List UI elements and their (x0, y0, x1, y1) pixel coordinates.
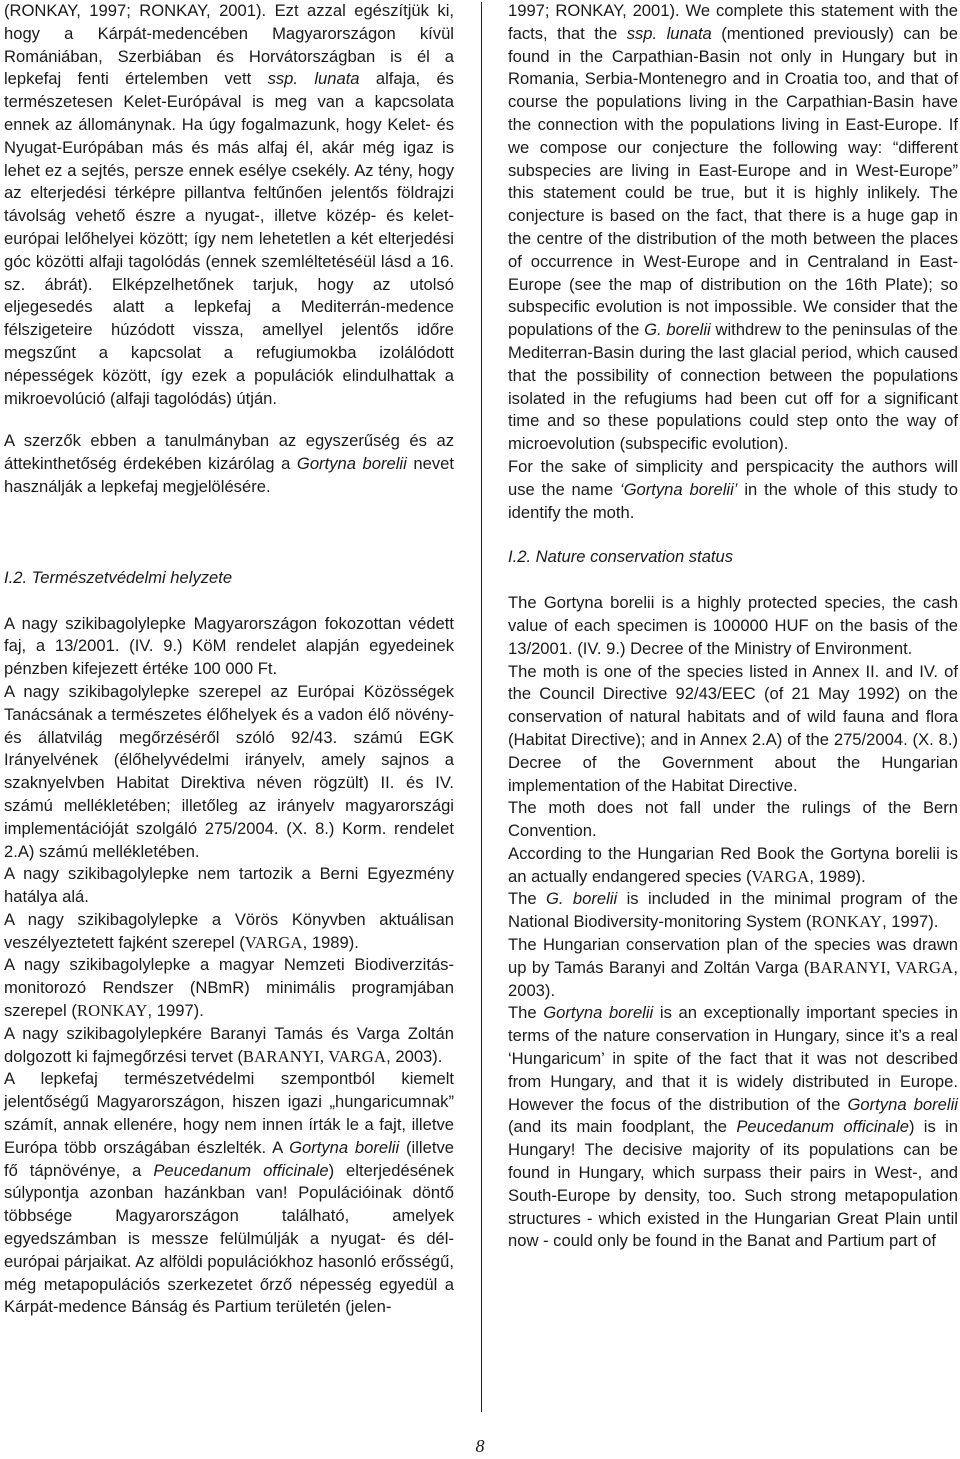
p7-text-hu-b: (illetve fő tápnövénye, a (4, 1137, 454, 1180)
column-divider (481, 2, 482, 1412)
species-name-en-2: Gortyna borelii (543, 1003, 654, 1023)
authors-text-en-1: For the sake of simplicity and perspicacity the authors will use the name (508, 456, 958, 499)
p4-text-en-b: , 1989). (809, 866, 866, 886)
page-number: 8 (475, 1436, 485, 1456)
intro-text-en-1: 1997; RONKAY, 2001). We complete this statement with the facts, that the (508, 1, 958, 43)
paragraph-hu-6 (4, 1023, 454, 1069)
species-abbrev-en: G. borelii (644, 320, 711, 340)
conservation-section-en (508, 592, 958, 1253)
p4-text-hu-b: , 1989). (302, 932, 359, 952)
p7-text-en-b: is an exceptionally important species in terms of the nature conservation in Hungary, since it’s a real ‘Hungaricum’ in spite of the fact that it was not described from Hungary, and that it is widely distributed in Europe. However the focus of the distribution of the (508, 1003, 958, 1114)
p7-text-en-d: ) is in Hungary! The decisive majority of its populations can be found in Hungary, which surpass their pairs in West-, and South-Europe by density, too. Such strong metapopulation structures - which existed in the Hungarian Great Plain until now - could only be found in the Banat and Partium part of (508, 1117, 958, 1251)
paragraph-hu-5 (4, 954, 454, 1022)
paragraph-en-4 (508, 843, 958, 889)
intro-text-hu-2: alfaja, és természetesen Kelet-Európával is meg van a kapcsolata ennek az állománynak. Ha úgy fogalmazunk, hogy Kelet- és Nyugat-Európában más és más alfaj él, akár még igaz is lehet ez a sejtés, persze ennek esélye csekély. Az tény, hogy az elterjedési térképre pillantva feltűnően jelentős földrajzi távolság vehető észre a nyugat-, illetve közép- és kelet-európai lelőhelyei között; így nem lehetetlen a két elterjedési góc közötti alfaji tagolódás (ennek szemléltetéséül lásd a 16. sz. ábrát). Elképzelhetőnek tarjuk, hogy az utolsó eljegesedés alatt a lepkefaj a Mediterrán-medence félszigeteire húzódott vissza, amellyel jelentős időre megszűnt a kapcsolat a refugiumokba izolálódott népességek között, így ezek a populációk elindulhattak a mikroevolúció (alfaji tagolódás) útján. (4, 69, 454, 408)
p5-text-en-a: The (508, 889, 537, 909)
paragraph-hu-2: A nagy szikibagolylepke szerepel az Európai Közösségek Tanácsának a természetes élőhelyek és a vadon élő növény- és állatvilág megőrzéséről szóló 92/43. számú EGK Irányelvének (élőhelyvédelmi irányelv, amely sajnos a szaknyelvben Habitat Direktiva néven rögzült) II. és IV. számú mellékletében; illetőleg az irányelv magyarországi implementációját szolgáló 275/2004. (X. 8.) Korm. rendelet 2.A) számú mellékletében. (4, 681, 454, 861)
p7-text-hu-c: ) elterjedésének súlypontja azonban hazánkban van! Populációinak döntő többsége Magyarországon található, amelyek egyedszámban is messze felülmúlják a nyugat- és dél-európai párjaikat. Az alföldi populációkhoz hasonló erősségű, még metapopulációs szerkezetet őrző népesség egyedül a Kárpát-medence Bánság és Partium területén (jelen- (4, 1160, 454, 1317)
p7-text-hu-a: A lepkefaj természetvédelmi szempontból kiemelt jelentőségű Magyarországon, hiszen igazi „hungaricumnak” számít, annak ellenére, hogy nem innen írták le a fajt, illetve Európa több országában észlelték. A (4, 1069, 454, 1157)
paragraph-hu-3: A nagy szikibagolylepke nem tartozik a Berni Egyezmény hatálya alá. (4, 864, 454, 907)
p6-text-en-b: , 2003). (508, 957, 958, 1000)
intro-paragraph-en (508, 0, 958, 456)
intro-paragraph-hu (4, 0, 454, 410)
paragraph-hu-4 (4, 909, 454, 955)
species-name-en-3: Gortyna borelii (847, 1094, 958, 1114)
p6-text-en-a: The Hungarian conservation plan of the species was drawn up by Tamás Baranyi and Zoltán Varga ( (508, 935, 958, 977)
authors-text-hu-1: A szerzők ebben a tanulmányban az egyszerűség és az áttekinthetőség érdekében kizárólag a (4, 431, 454, 474)
english-column (508, 0, 958, 1253)
authors-note-en (508, 456, 958, 524)
plant-name-en: Peucedanum officinale (736, 1117, 909, 1137)
authors-text-en-2: in the whole of this study to identify the moth. (508, 479, 958, 522)
section-heading-en: I.2. Nature conservation status (508, 547, 734, 567)
paragraph-en-5 (508, 888, 958, 934)
p7-text-en-a: The (508, 1003, 537, 1023)
p5-text-hu-a: A nagy szikibagolylepke a magyar Nemzeti Biodiverzitás-monitorozó Rendszer (NBmR) minimális programjában szerepel ( (4, 955, 454, 1021)
authors-text-hu-2: nevet használják a lepkefaj megjelölésére. (4, 454, 454, 496)
intro-text-en-3: withdrew to the peninsulas of the Mediterran-Basin during the last glacial period, which caused that the possibility of connection between the populations isolated in the refugiums had been cut off for a significant time and so these populations could step onto the way of microevolution (subspecific evolution). (508, 320, 958, 454)
p5-text-en-b: is included in the minimal program of the National Biodiversity-monitoring System ( (508, 889, 958, 932)
p6-text-hu-b: , 2003). (386, 1046, 443, 1066)
p7-text-en-c: (and its main foodplant, the (508, 1117, 727, 1137)
section-heading-hu: I.2. Természetvédelmi helyzete (4, 567, 233, 587)
citation-baranyi-varga-en: BARANYI, VARGA (809, 957, 954, 977)
paragraph-en-6 (508, 934, 958, 1002)
citation-varga-en: VARGA (751, 866, 810, 886)
citation-ronkay-en: RONKAY (811, 912, 883, 932)
paragraph-hu-7 (4, 1068, 454, 1319)
species-name-en: ‘Gortyna borelii’ (619, 479, 738, 499)
authors-note-hu (4, 430, 454, 498)
p5-text-en-c: , 1997). (882, 912, 939, 932)
p4-text-hu-a: A nagy szikibagolylepke a Vörös Könyvben aktuálisan veszélyeztetett fajként szerepel ( (4, 909, 454, 952)
plant-name-hu: Peucedanum officinale (153, 1160, 329, 1180)
p6-text-hu-a: A nagy szikibagolylepkére Baranyi Tamás és Varga Zoltán dolgozott ki fajmegőrzési tervet ( (4, 1023, 454, 1066)
intro-text-en-2: (mentioned previously) can be found in the Carpathian-Basin not only in Hungary but in Romania, Serbia-Montenegro and in Croatia too, and that of course the populations living in the Carpathian-Basin have the connection with the populations living in East-Europe. If we compose our conjecture the following way: “different subspecies are living in East-Europe and in West-Europe” this statement could be true, but it is highly inlikely. The conjecture is based on the fact, that there is a huge gap in the centre of the distribution of the moth between the places of occurrence in West-Europe and in Centraland in East-Europe (see the map of distribution on the 16th Plate); so subspecific evolution is not impossible. We consider that the populations of the (508, 23, 958, 340)
paragraph-en-3: The moth does not fall under the rulings of the Bern Convention. (508, 798, 958, 841)
species-name-hu-2: Gortyna borelii (289, 1137, 400, 1157)
hungarian-column (4, 0, 454, 1319)
paragraph-en-7 (508, 1002, 958, 1253)
species-abbrev-en-2: G. borelii (546, 889, 618, 909)
intro-text-hu-1: (RONKAY, 1997; RONKAY, 2001). Ezt azzal egészítjük ki, hogy a Kárpát-medencében Magyarországon kívül Romániában, Szerbiában és Horvátországban is él a lepkefaj fenti értelemben vett (4, 1, 454, 89)
paragraph-en-1: The Gortyna borelii is a highly protected species, the cash value of each specimen is 100000 HUF on the basis of the 13/2001. (IV. 9.) Decree of the Ministry of Environment. (508, 593, 958, 658)
paragraph-hu-1: A nagy szikibagolylepke Magyarországon fokozottan védett faj, a 13/2001. (IV. 9.) KöM rendelet alapján egyedeinek pénzben kifejezett értéke 100 000 Ft. (4, 613, 454, 679)
p5-text-hu-b: , 1997). (147, 1001, 204, 1021)
conservation-section-hu (4, 613, 454, 1320)
subspecies-name-hu: ssp. lunata (267, 69, 360, 89)
species-name-hu: Gortyna borelii (296, 454, 407, 474)
citation-varga-hu: VARGA (244, 932, 303, 952)
subspecies-name-en: ssp. lunata (626, 23, 712, 43)
citation-baranyi-varga-hu: BARANYI, VARGA (242, 1046, 387, 1066)
paragraph-en-2: The moth is one of the species listed in Annex II. and IV. of the Council Directive 92/43/EEC (of 21 May 1992) on the conservation of natural habitats and of wild fauna and flora (Habitat Directive); and in Annex 2.A) of the 275/2004. (X. 8.) Decree of the Government about the Hungarian implementation of the Habitat Directive. (508, 661, 958, 795)
p4-text-en-a: According to the Hungarian Red Book the Gortyna borelii is an actually endangered species ( (508, 843, 958, 886)
citation-ronkay-hu: RONKAY (76, 1001, 148, 1021)
